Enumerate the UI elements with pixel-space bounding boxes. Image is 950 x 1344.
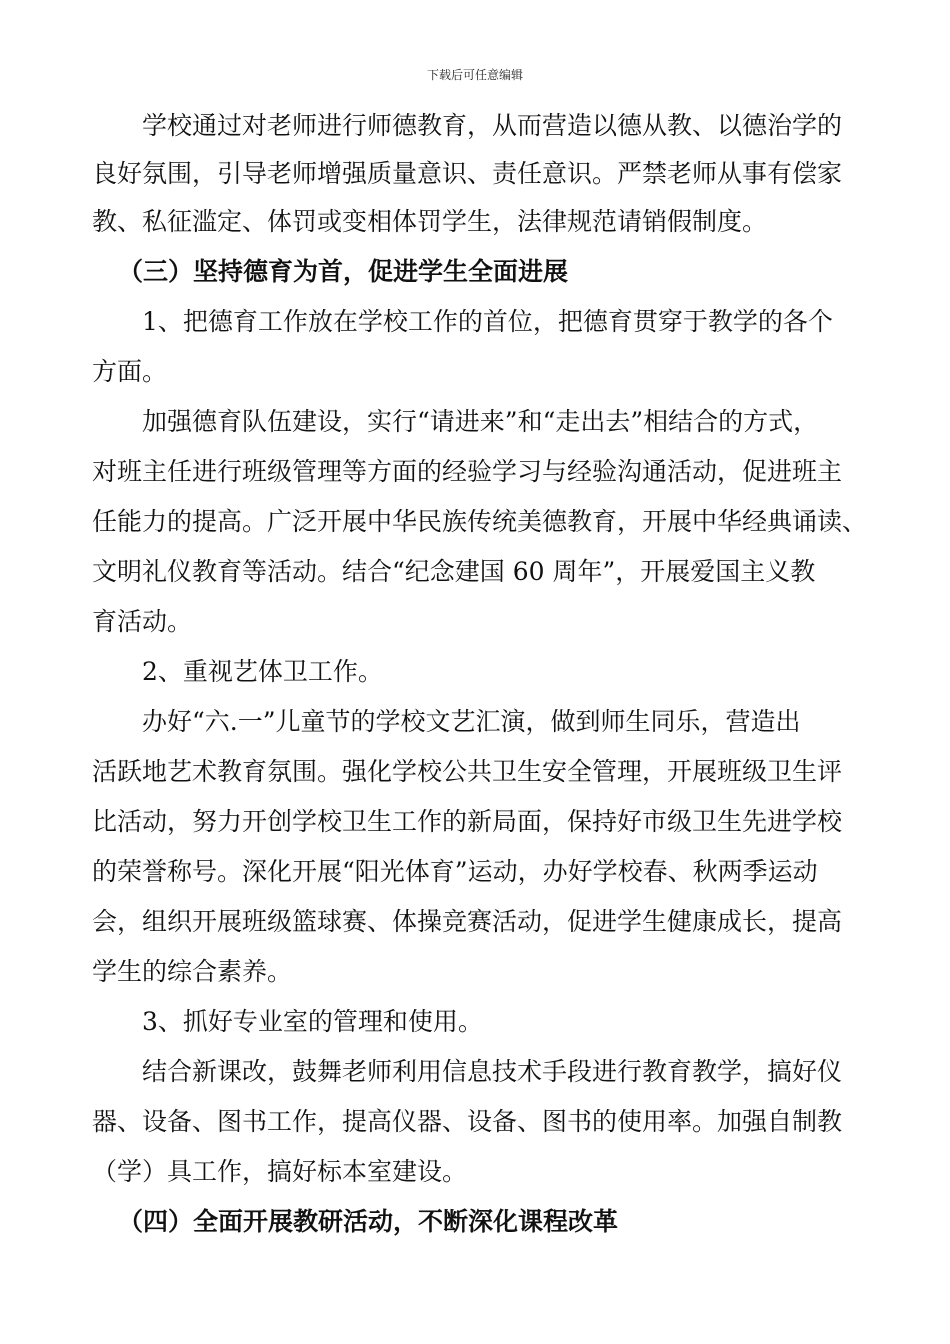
paragraph-line: 对班主任进行班级管理等方面的经验学习与经验沟通活动，促进班主 [92, 457, 843, 486]
section-heading-4: （四）全面开展教研活动，不断深化课程改革 [118, 1207, 619, 1236]
paragraph-line: 方面。 [92, 357, 168, 386]
paragraph-line: 良好氛围，引导老师增强质量意识、责任意识。严禁老师从事有偿家 [92, 159, 843, 188]
section-heading-3: （三）坚持德育为首，促进学生全面进展 [118, 257, 569, 286]
paragraph-line: 学校通过对老师进行师德教育，从而营造以德从教、以德治学的 [142, 111, 843, 140]
paragraph-line: 的荣誉称号。深化开展“阳光体育”运动，办好学校春、秋两季运动 [92, 857, 818, 886]
paragraph-line: 育活动。 [92, 607, 193, 636]
paragraph-line: 2、重视艺体卫工作。 [142, 657, 383, 686]
paragraph-line: 1、把德育工作放在学校工作的首位，把德育贯穿于教学的各个 [142, 307, 833, 336]
page-header-note: 下载后可任意编辑 [426, 68, 523, 82]
paragraph-line: 结合新课改，鼓舞老师利用信息技术手段进行教育教学，搞好仪 [142, 1057, 843, 1086]
paragraph-line: 任能力的提高。广泛开展中华民族传统美德教育，开展中华经典诵读、 [92, 507, 868, 536]
paragraph-line: （学）具工作，搞好标本室建设。 [92, 1157, 468, 1186]
paragraph-line: 器、设备、图书工作，提高仪器、设备、图书的使用率。加强自制教 [92, 1107, 843, 1136]
paragraph-line: 学生的综合素养。 [92, 957, 293, 986]
paragraph-line: 办好“六.一”儿童节的学校文艺汇演，做到师生同乐，营造出 [142, 707, 801, 736]
paragraph-line: 3、抓好专业室的管理和使用。 [142, 1007, 483, 1036]
paragraph-line: 文明礼仪教育等活动。结合“纪念建国 60 周年”，开展爱国主义教 [92, 557, 816, 586]
paragraph-line: 加强德育队伍建设，实行“请进来”和“走出去”相结合的方式， [142, 407, 819, 436]
paragraph-line: 会，组织开展班级篮球赛、体操竞赛活动，促进学生健康成长，提高 [92, 907, 843, 936]
paragraph-line: 比活动，努力开创学校卫生工作的新局面，保持好市级卫生先进学校 [92, 807, 843, 836]
paragraph-line: 教、私征滥定、体罚或变相体罚学生，法律规范请销假制度。 [92, 207, 768, 236]
paragraph-line: 活跃地艺术教育氛围。强化学校公共卫生安全管理，开展班级卫生评 [92, 757, 843, 786]
